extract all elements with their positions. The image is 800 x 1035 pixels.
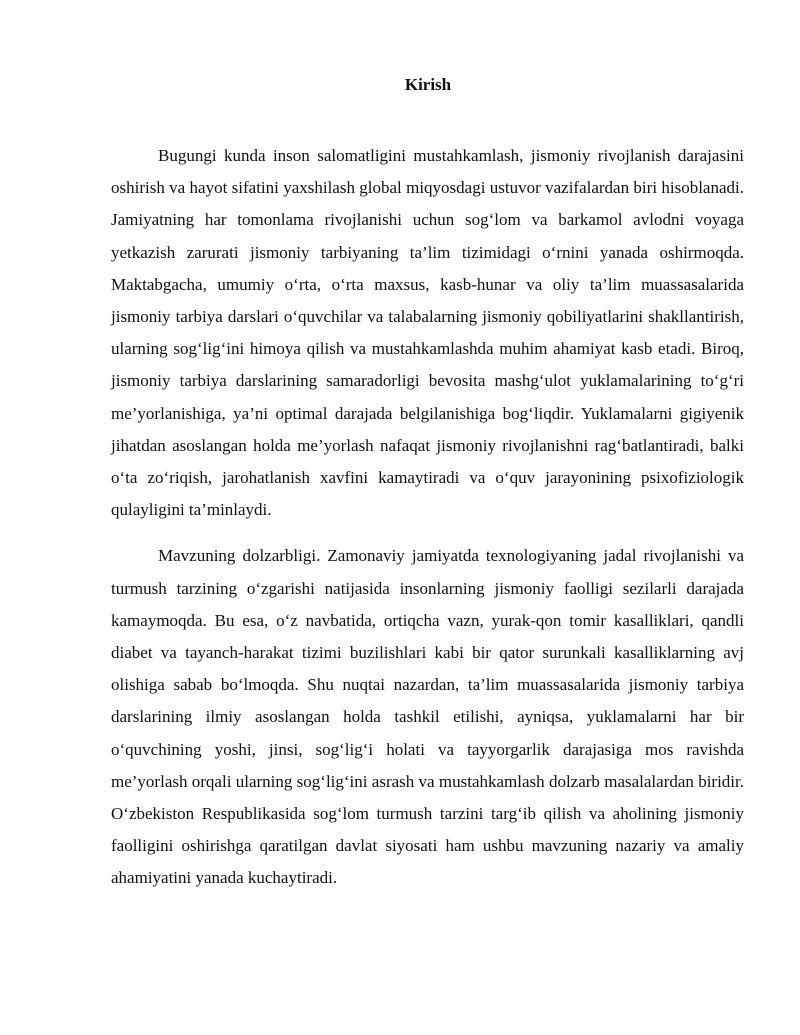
paragraph-relevance: Mavzuning dolzarbligi. Zamonaviy jamiyatda texnologiyaning jadal rivojlanishi va turmush tarzining o‘zgarishi natijasida insonlarning jismoniy faolligi sezilarli darajada kamaymoqda. Bu esa, o‘z navbatida, ortiqcha vazn, yurak-qon tomir kasalliklari, qandli diabet va tayanch-harakat tizimi buzilishlari kabi bir qator surunkali kasalliklarning avj olishiga sabab bo‘lmoqda. Shu nuqtai nazardan, ta’lim muassasalarida jismoniy tarbiya darslarining ilmiy asoslangan holda tashkil etilishi, ayniqsa, yuklamalarni har bir o‘quvchining yoshi, jinsi, sog‘lig‘i holati va tayyorgarlik darajasiga mos ravishda me’yorlash orqali ularning sog‘lig‘ini asrash va mustahkamlash dolzarb masalalardan biridir. O‘zbekiston Respublikasida sog‘lom turmush tarzini targ‘ib qilish va aholining jismoniy faolligini oshirishga qaratilgan davlat siyosati ham ushbu mavzuning nazariy va amaliy ahamiyatini yanada kuchaytiradi. bbox=[111, 546, 744, 888]
document-title: Kirish bbox=[404, 75, 452, 94]
document-body bbox=[111, 140, 744, 909]
paragraph-introduction: Bugungi kunda inson salomatligini mustahkamlash, jismoniy rivojlanish darajasini oshirish va hayot sifatini yaxshilash global miqyosdagi ustuvor vazifalardan biri hisoblanadi. Jamiyatning har tomonlama rivojlanishi uchun sog‘lom va barkamol avlodni voyaga yetkazish zarurati jismoniy tarbiyaning ta’lim tizimidagi o‘rnini yanada oshirmoqda. Maktabgacha, umumiy o‘rta, o‘rta maxsus, kasb-hunar va oliy ta’lim muassasalarida jismoniy tarbiya darslari o‘quvchilar va talabalarning jismoniy qobiliyatlarini shakllantirish, ularning sog‘lig‘ini himoya qilish va mustahkamlashda muhim ahamiyat kasb etadi. Biroq, jismoniy tarbiya darslarining samaradorligi bevosita mashg‘ulot yuklamalarining to‘g‘ri me’yorlanishiga, ya’ni optimal darajada belgilanishiga bog‘liqdir. Yuklamalarni gigiyenik jihatdan asoslangan holda me’yorlash nafaqat jismoniy rivojlanishni rag‘batlantiradi, balki o‘ta zo‘riqish, jarohatlanish xavfini kamaytiradi va o‘quv jarayonining psixofiziologik qulayligini ta’minlaydi. bbox=[111, 146, 744, 520]
